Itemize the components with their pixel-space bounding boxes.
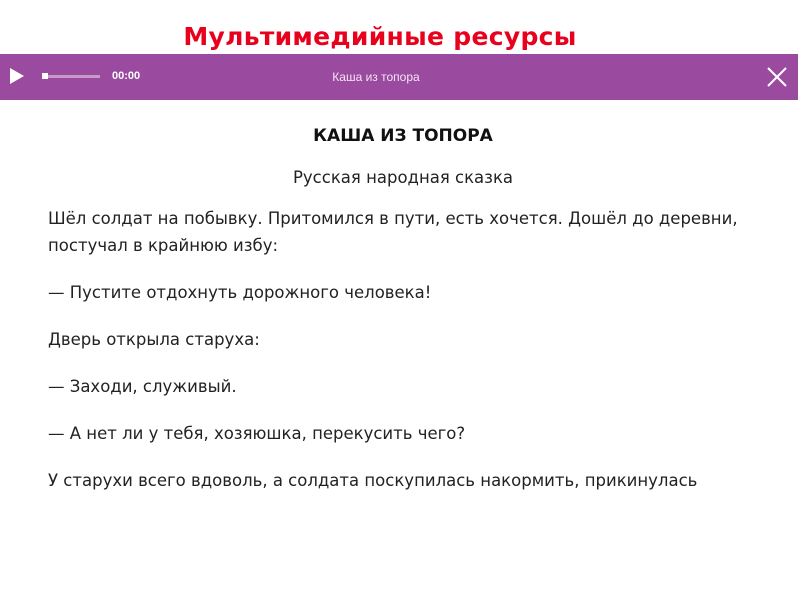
story-content	[48, 118, 758, 502]
story-paragraph: У старухи всего вдоволь, а солдата поскупилась накормить, прикинулась	[48, 471, 698, 490]
current-time: 00:00	[112, 70, 141, 82]
story-paragraph: Дверь открыла старуха:	[48, 330, 260, 349]
track-title: Каша из топора	[332, 70, 420, 84]
story-paragraph: — А нет ли у тебя, хозяюшка, перекусить чего?	[48, 424, 466, 443]
audio-player-bar	[0, 54, 798, 100]
story-paragraph: — Пустите отдохнуть дорожного человека!	[48, 283, 432, 302]
story-paragraph: — Заходи, служивый.	[48, 377, 237, 396]
page-title: Мультимедийные ресурсы	[183, 22, 577, 51]
story-paragraph: Шёл солдат на побывку. Притомился в пути, есть хочется. Дошёл до деревни, постучал в крайнюю избу:	[48, 209, 738, 255]
story-title: КАША ИЗ ТОПОРА	[313, 126, 493, 146]
close-icon[interactable]	[766, 66, 788, 88]
story-subtitle: Русская народная сказка	[292, 168, 514, 187]
